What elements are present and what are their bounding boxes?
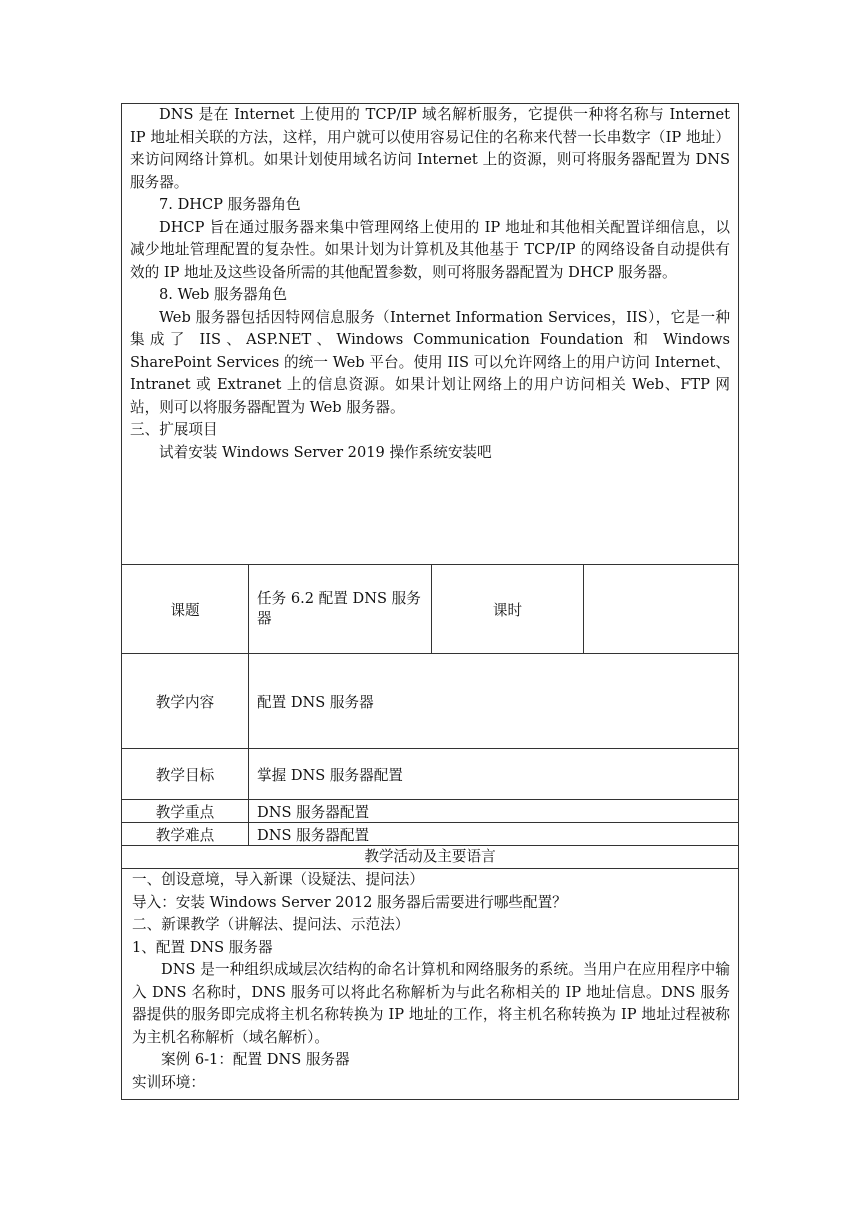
topic-value: 任务 6.2 配置 DNS 服务器 [248, 565, 431, 653]
step-intro: 一、创设意境，导入新课（设疑法、提问法） [132, 871, 424, 888]
paragraph-web: Web 服务器包括因特网信息服务（Internet Information Services，IIS），它是一种集成了 IIS、ASP.NET、Windows Communication Foundation 和 Windows SharePoint Services 的统一 Web 平台。使用 IIS 可以允许网络上的用户访问 Internet、Intranet 或 Extranet 上的信息资源。如果计划让网络上的用户访问相关 Web、FTP 网站，则可以将服务器配置为 Web 服务器。 [130, 308, 730, 416]
key-value: DNS 服务器配置 [248, 800, 738, 822]
row-goal [122, 749, 738, 800]
row-key-point [122, 800, 738, 823]
difficulty-label: 教学难点 [155, 826, 215, 844]
paragraph-dns-intro: DNS 是在 Internet 上使用的 TCP/IP 域名解析服务，它提供一种将名称与 Internet IP 地址相关联的方法，这样，用户就可以使用容易记住的名称来代替一长串数字（IP 地址）来访问网络计算机。如果计划使用域名访问 Internet 上的资源，则可将服务器配置为 DNS 服务器。 [130, 106, 730, 191]
heading-extension: 三、扩展项目 [130, 421, 218, 438]
heading-web-role: 8. Web 服务器角色 [159, 286, 287, 303]
hours-label: 课时 [431, 565, 583, 653]
heading-configure-dns: 1、配置 DNS 服务器 [132, 938, 273, 956]
heading-dhcp-role: 7. DHCP 服务器角色 [159, 196, 301, 213]
goal-label: 教学目标 [155, 766, 215, 784]
document-sheet [121, 103, 739, 1100]
top-content-cell [121, 103, 739, 565]
row-topic [122, 565, 738, 654]
difficulty-value: DNS 服务器配置 [248, 823, 738, 845]
case-6-1: 案例 6-1：配置 DNS 服务器 [161, 1051, 350, 1068]
content-label: 教学内容 [155, 693, 215, 711]
lab-environment: 实训环境： [132, 1073, 205, 1091]
key-label: 教学重点 [155, 803, 215, 821]
topic-label: 课题 [170, 601, 200, 619]
step-new-lesson: 二、新课教学（讲解法、提问法、示范法） [132, 916, 410, 933]
row-difficulty [122, 823, 738, 846]
content-value: 配置 DNS 服务器 [248, 654, 738, 748]
step-lead-in: 导入：安装 Windows Server 2012 服务器后需要进行哪些配置？ [132, 893, 567, 911]
paragraph-dhcp: DHCP 旨在通过服务器来集中管理网络上使用的 IP 地址和其他相关配置详细信息，以减少地址管理配置的复杂性。如果计划为计算机及其他基于 TCP/IP 的网络设备自动提供有效的 IP 地址及这些设备所需的其他配置参数，则可将服务器配置为 DHCP 服务器。 [130, 218, 730, 281]
activities-cell [121, 869, 739, 1100]
goal-value: 掌握 DNS 服务器配置 [248, 749, 738, 799]
paragraph-dns-system: DNS 是一种组织成域层次结构的命名计算机和网络服务的系统。当用户在应用程序中输入 DNS 名称时，DNS 服务可以将此名称解析为与此名称相关的 IP 地址信息。DNS 服务器提供的服务即完成将主机名称转换为 IP 地址的工作，将主机名称转换为 IP 地址过程被称为主机名称解析（域名解析）。 [132, 961, 730, 1046]
lesson-info-table [121, 565, 739, 846]
hours-value [583, 565, 738, 653]
paragraph-extension-task: 试着安装 Windows Server 2019 操作系统安装吧 [159, 443, 492, 461]
activities-heading: 教学活动及主要语言 [121, 846, 739, 869]
row-content [122, 654, 738, 749]
